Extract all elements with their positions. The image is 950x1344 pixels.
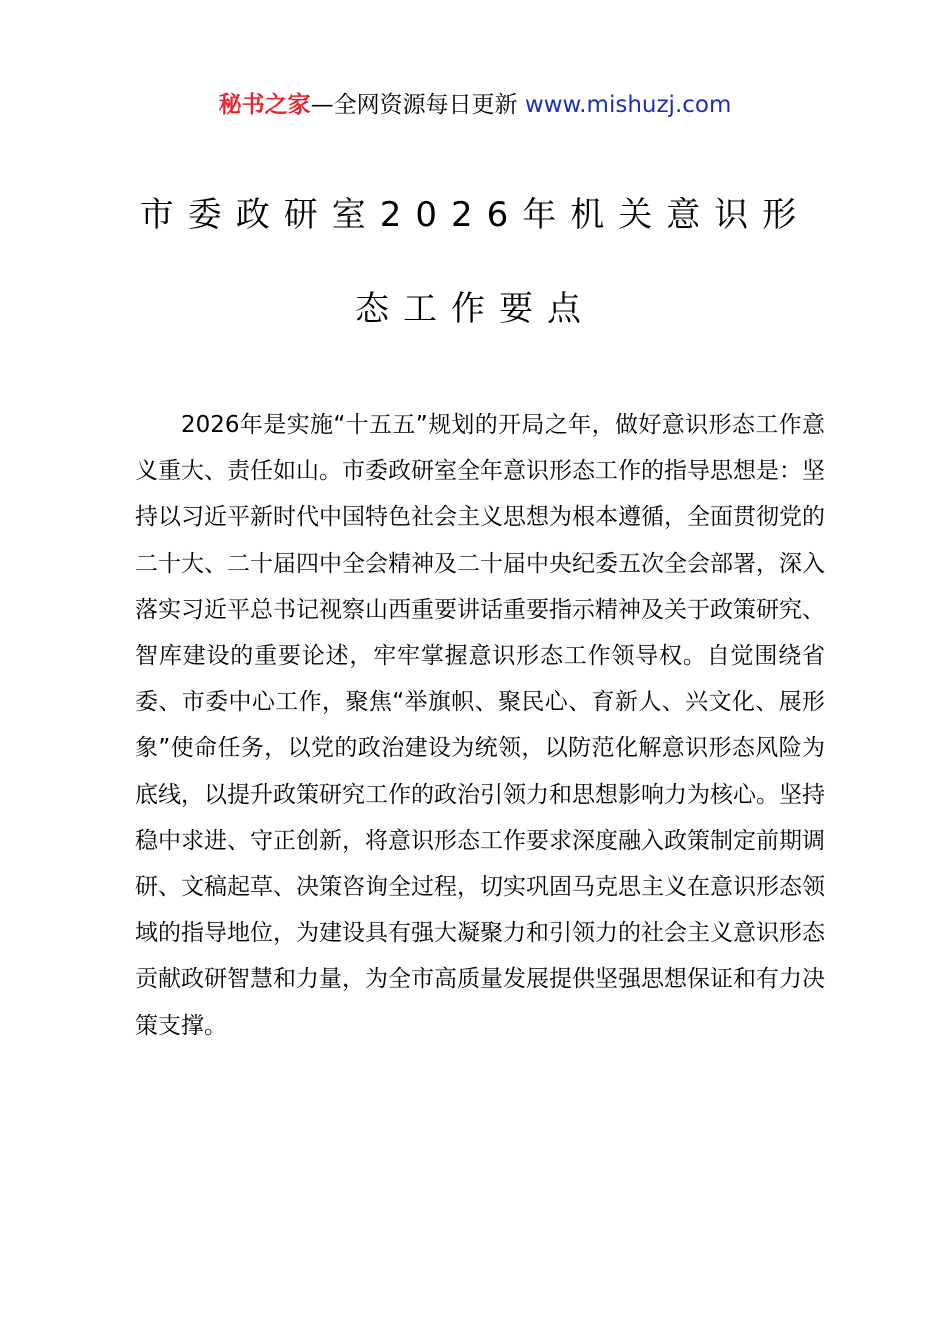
document-title-line-1: 市委政研室2026年机关意识形 bbox=[139, 195, 811, 235]
site-url-link[interactable]: www.mishuzj.com bbox=[524, 92, 732, 118]
site-header bbox=[0, 88, 950, 122]
header-tagline: —全网资源每日更新 bbox=[310, 92, 518, 118]
document-paragraph: 2026年是实施“十五五”规划的开局之年，做好意识形态工作意义重大、责任如山。市委政研室全年意识形态工作的指导思想是：坚持以习近平新时代中国特色社会主义思想为根本遵循，全面贯彻党的二十大、二十届四中全会精神及二十届中央纪委五次全会部署，深入落实习近平总书记视察山西重要讲话重要指示精神及关于政策研究、智库建设的重要论述，牢牢掌握意识形态工作领导权。自觉围绕省委、市委中心工作，聚焦“举旗帜、聚民心、育新人、兴文化、展形象”使命任务，以党的政治建设为统领，以防范化解意识形态风险为底线，以提升政策研究工作的政治引领力和思想影响力为核心。坚持稳中求进、守正创新，将意识形态工作要求深度融入政策制定前期调研、文稿起草、决策咨询全过程，切实巩固马克思主义在意识形态领域的指导地位，为建设具有强大凝聚力和引领力的社会主义意识形态贡献政研智慧和力量，为全市高质量发展提供坚强思想保证和有力决策支撑。 bbox=[135, 412, 825, 1039]
document-title-line-2: 态工作要点 bbox=[355, 289, 595, 329]
brand-name: 秘书之家 bbox=[218, 92, 311, 118]
